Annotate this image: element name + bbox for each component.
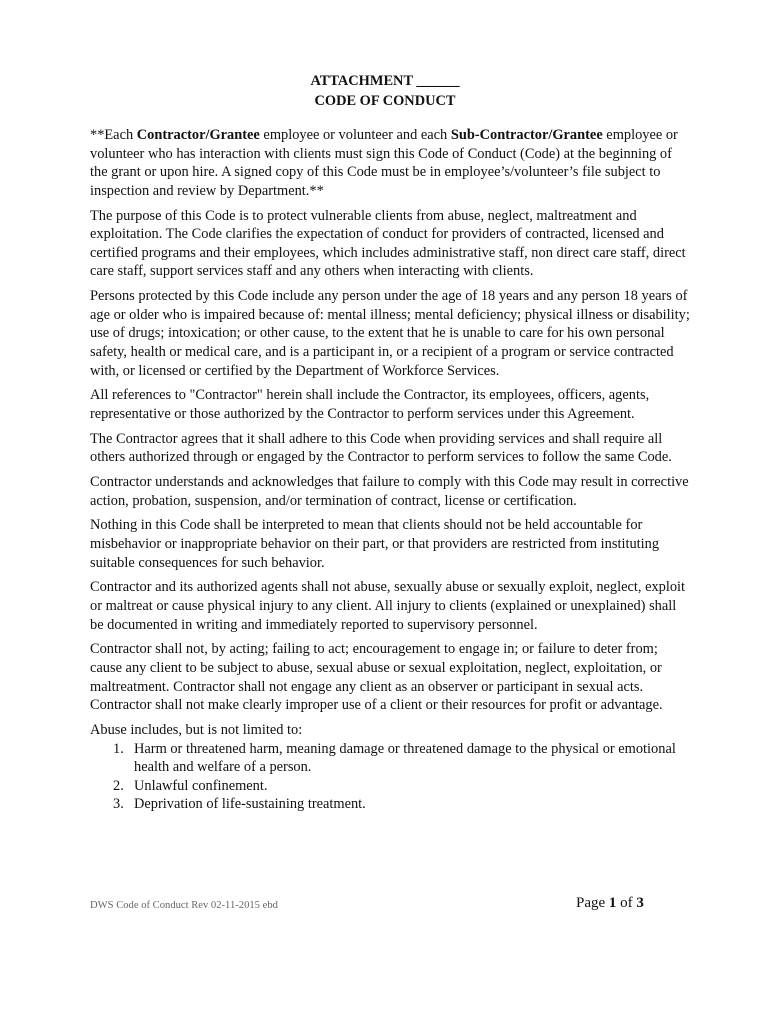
no-abuse-paragraph: Contractor and its authorized agents shall not abuse, sexually abuse or sexually exploit, neglect, exploit or maltreat or cause physical injury to any client. All injury to clients (explained or unexplained) shall be documented in writing and immediately reported to supervisory personnel.	[90, 579, 686, 633]
abuse-definition	[90, 721, 690, 814]
subcontractor-grantee-term: Sub-Contractor/Grantee	[450, 127, 603, 143]
compliance-paragraph: Contractor understands and acknowledges that failure to comply with this Code may result in corrective action, probation, suspension, and/or termination of contract, license or certification.	[90, 474, 689, 509]
document-body	[90, 126, 690, 814]
contractor-references-paragraph: All references to "Contractor" herein shall include the Contractor, its employees, officers, agents, representative or those authorized by the Contractor to perform services under this Agreement.	[90, 387, 650, 422]
no-neglect-paragraph: Contractor shall not, by acting; failing to act; encouragement to engage in; or failure to deter from; cause any client to be subject to abuse, sexual abuse or sexual exploitation, neglect, exploitation, or maltreatment. Contractor shall not engage any client as an observer or participant in sexual acts. Contractor shall not make clearly improper use of a client or their resources for profit or advantage.	[90, 641, 663, 714]
abuse-lead: Abuse includes, but is not limited to:	[90, 721, 303, 738]
persons-protected-paragraph: Persons protected by this Code include any person under the age of 18 years and any person 18 years of age or older who is impaired because of: mental illness; mental deficiency; physical illness or disability; use of drugs; intoxication; or other cause, to the extent that he is unable to care for his own personal safety, health or medical care, and is a participant in, or a recipient of a program or service contracted with, or licensed or certified by the Department of Workforce Services.	[90, 288, 690, 379]
intro-paragraph: **Each Contractor/Grantee employee or volunteer and each Sub-Contractor/Grantee employee or volunteer who has interaction with clients must sign this Code of Conduct (Code) at the beginning of the grant or upon hire. A signed copy of this Code must be in employee’s/volunteer’s file subject to inspection and review by Department.**	[90, 127, 678, 199]
purpose-paragraph: The purpose of this Code is to protect vulnerable clients from abuse, neglect, maltreatment and exploitation. The Code clarifies the expectation of conduct for providers of contracted, licensed and certified programs and their employees, which includes administrative staff, non direct care staff, direct care staff, support services staff and any others when interacting with clients.	[90, 207, 686, 280]
page-title: CODE OF CONDUCT	[314, 93, 456, 109]
list-item: 1. Harm or threatened harm, meaning damage or threatened damage to the physical or emotional health and welfare of a person.	[113, 740, 676, 776]
adherence-paragraph: The Contractor agrees that it shall adhere to this Code when providing services and shall require all others authorized through or engaged by the Contractor to perform services to follow the same Code.	[90, 430, 672, 466]
list-item: 2. Unlawful confinement.	[113, 777, 268, 794]
document-header	[0, 71, 770, 111]
footer-doc-id: DWS Code of Conduct Rev 02-11-2015 ebd	[90, 900, 278, 911]
abuse-list	[90, 740, 690, 814]
accountability-paragraph: Nothing in this Code shall be interpreted to mean that clients should not be held accountable for misbehavior or inappropriate behavior on their part, or that providers are restricted from instituting suitable consequences for such behavior.	[90, 517, 660, 571]
contractor-grantee-term: Contractor/Grantee	[136, 127, 260, 143]
list-item: 3. Deprivation of life-sustaining treatment.	[113, 796, 366, 813]
page-number: Page 1 of 3	[576, 895, 644, 911]
attachment-heading: ATTACHMENT ______	[310, 73, 460, 89]
